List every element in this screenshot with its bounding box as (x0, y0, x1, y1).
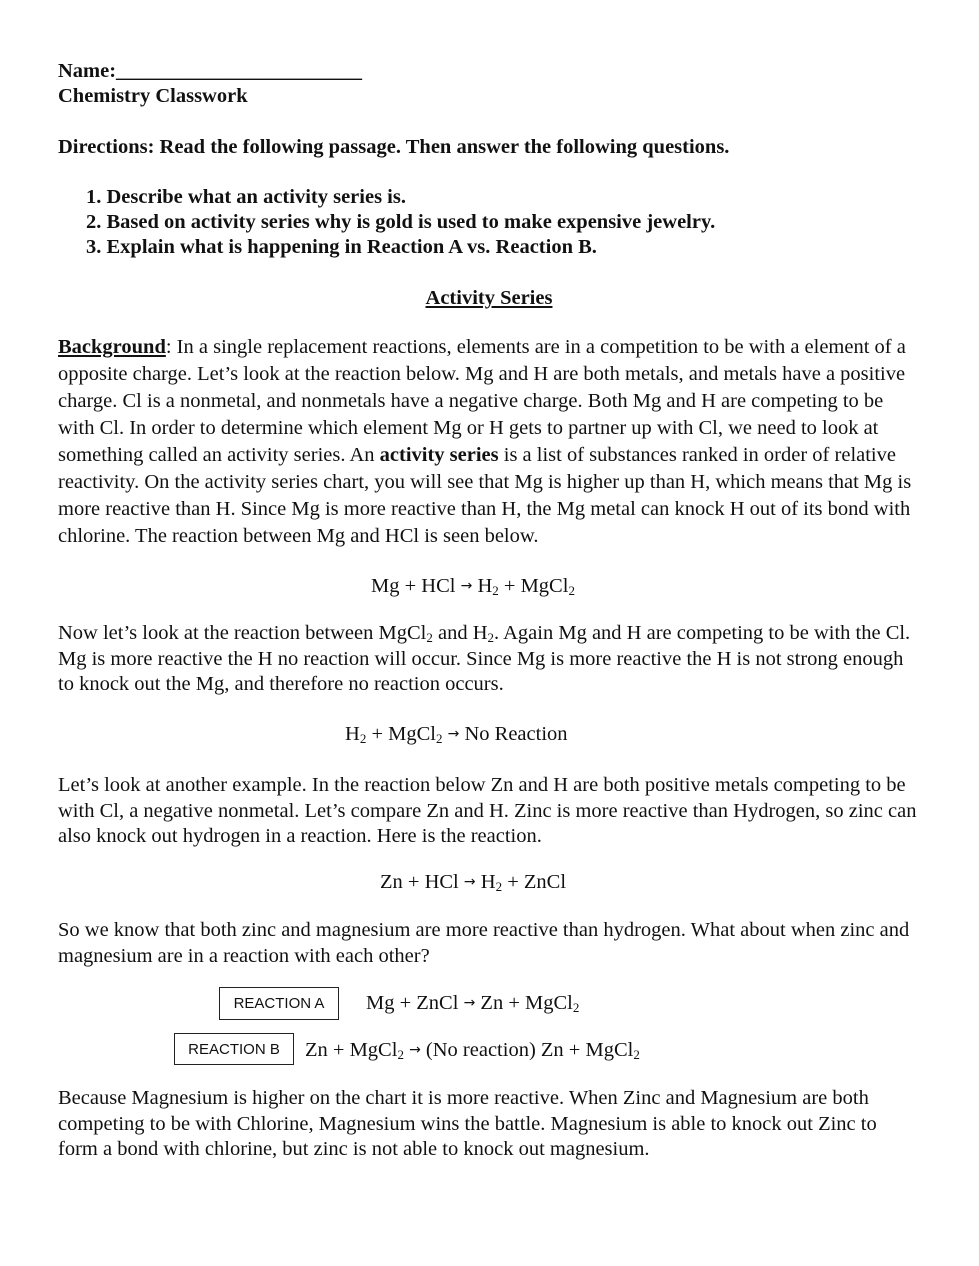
equation-mg-hcl (371, 575, 575, 598)
equation-reaction-a (366, 992, 579, 1015)
worksheet-title: Chemistry Classwork (58, 85, 248, 107)
eq3-right: + ZnCl (502, 871, 567, 893)
question-1: 1. Describe what an activity series is. (86, 186, 406, 208)
eqa-left: Mg + ZnCl (366, 992, 464, 1014)
now-sub-a: 2 (426, 630, 433, 645)
eq1-right: + MgCl (498, 575, 569, 597)
eq1-h: H (472, 575, 493, 597)
question-3: 3. Explain what is happening in Reaction A vs. Reaction B. (86, 236, 597, 258)
background-text-1: : In a single replacement reactions, elements are in a competition to be with a element of a opposite charge. Let’s look at the reaction below. Mg and H are both metals, and metals have a positive charge. Cl is a nonmetal, and nonmetals have a negative charge. Both Mg and H are competing to be with Cl. In order to determine which element Mg or H gets to partner up with Cl, we need to look at something called an activity series. An (58, 336, 906, 466)
now-text-a: Now let’s look at the reaction between MgCl (58, 622, 427, 644)
paragraph-another-example: Let’s look at another example. In the reaction below Zn and H are both positive metals competing to be with Cl, a negative nonmetal. Let’s compare Zn and H. Zinc is more reactive than Hydrogen, so zinc can also knock out hydrogen in a reaction. Here is the reaction. (58, 774, 917, 847)
eq3-left: Zn + HCl (380, 871, 464, 893)
eq3-h-sub: 2 (495, 879, 503, 894)
arrow-icon: → (463, 995, 476, 1011)
equation-reaction-b (305, 1039, 640, 1062)
name-field-label: Name:________________________ (58, 60, 363, 82)
question-2: 2. Based on activity series why is gold is used to make expensive jewelry. (86, 211, 716, 233)
activity-series-term: activity series (379, 444, 499, 466)
eq1-right-sub: 2 (568, 583, 575, 598)
now-sub-b: 2 (487, 630, 494, 645)
eq2-result: No Reaction (459, 723, 568, 745)
eqb-left: Zn + MgCl (305, 1039, 398, 1061)
eq1-left: Mg + HCl (371, 575, 461, 597)
eqa-right: Zn + MgCl (475, 992, 573, 1014)
section-title: Activity Series (425, 287, 553, 309)
eq1-h-sub: 2 (492, 583, 499, 598)
now-text-b: and H (432, 622, 488, 644)
paragraph-so-we-know: So we know that both zinc and magnesium are more reactive than hydrogen. What about when zinc and magnesium are in a reaction with each other? (58, 919, 910, 967)
arrow-icon: → (409, 1042, 421, 1058)
equation-h2-mgcl2 (345, 723, 568, 746)
eqb-mid: (No reaction) Zn + MgCl (420, 1039, 634, 1061)
now-text-c: . Again Mg and H are competing to be with the Cl. Mg is more reactive the H no reaction will occur. Since Mg is more reactive the H is not strong enough to knock out the Mg, and therefore no reaction occurs. (58, 622, 911, 695)
eq2-h-sub: 2 (359, 731, 367, 746)
background-paragraph (58, 334, 920, 550)
arrow-icon: → (447, 726, 460, 742)
arrow-icon: → (460, 578, 473, 594)
eq2-h: H (345, 723, 360, 745)
eqb-left-sub: 2 (397, 1047, 404, 1062)
reaction-b-label-box: REACTION B (174, 1033, 294, 1065)
paragraph-now (58, 621, 920, 698)
directions: Directions: Read the following passage. Then answer the following questions. (58, 136, 730, 158)
eqb-mid-sub: 2 (633, 1047, 640, 1062)
background-label: Background (58, 336, 166, 358)
arrow-icon: → (463, 874, 476, 890)
background-text-2: is a list of substances ranked in order of relative reactivity. On the activity series chart, you will see that Mg is higher up than H, which means that Mg is more reactive than H. Since Mg is more reactive than H, the Mg metal can knock H out of its bond with chlorine. The reaction between Mg and HCl is seen below. (58, 444, 912, 547)
eq3-h: H (475, 871, 496, 893)
reaction-a-label-box: REACTION A (219, 987, 339, 1020)
eq2-mid-sub: 2 (435, 731, 443, 746)
paragraph-because: Because Magnesium is higher on the chart it is more reactive. When Zinc and Magnesium are both competing to be with Chlorine, Magnesium wins the battle. Magnesium is able to knock out Zinc to form a bond with chlorine, but zinc is not able to knock out magnesium. (58, 1087, 877, 1160)
eq2-mid: + MgCl (366, 723, 436, 745)
equation-zn-hcl (380, 871, 566, 894)
eqa-right-sub: 2 (572, 1000, 580, 1015)
